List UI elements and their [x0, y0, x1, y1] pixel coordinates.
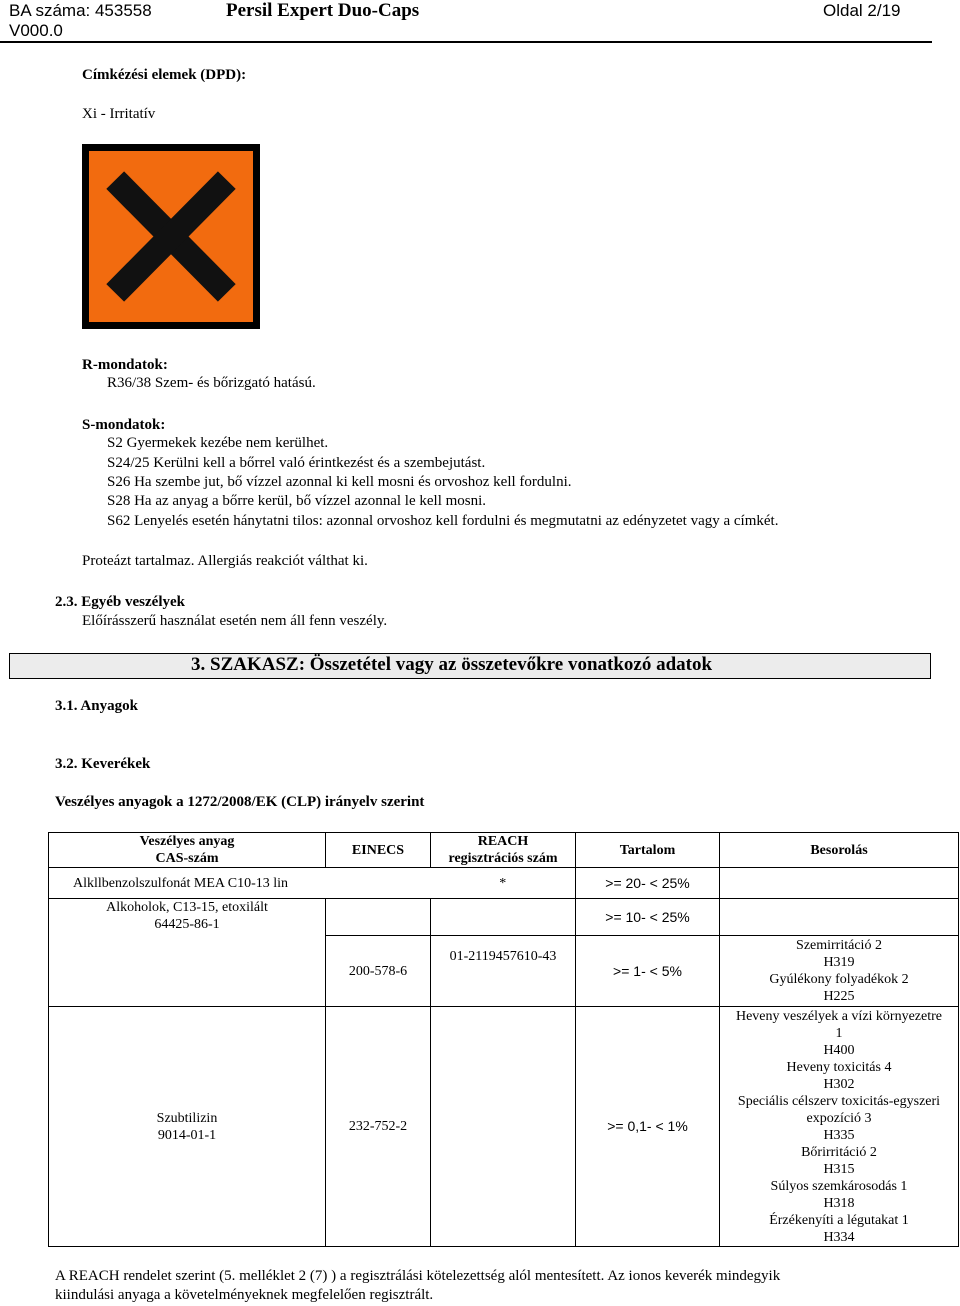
classification-cell — [720, 899, 959, 936]
s-phrase: S24/25 Kerülni kell a bőrrel való érintkezést és a szembejutást. — [107, 455, 486, 471]
mixtures-heading: 3.2. Keverékek — [55, 756, 151, 772]
version: V000.0 — [9, 21, 63, 40]
reach-number: 01-2119457610-43 — [431, 936, 576, 1007]
classification-cell: Heveny veszélyek a vízi környezetre 1 H400 Heveny toxicitás 4 H302 Speciális célszerv toxicitás-egyszeri expozíció 3 H335 Bőrirritáció 2 H315 Súlyos szemkárosodás 1 H318 Érzékenyíti a légutakat 1 H334 — [720, 1007, 959, 1247]
table-row — [49, 868, 959, 899]
substance-name: Alkllbenzolszulfonát MEA C10-13 lin — [49, 868, 431, 899]
substances-heading: 3.1. Anyagok — [55, 698, 138, 714]
content-range: >= 20- < 25% — [576, 868, 720, 899]
other-hazards-text: Előírásszerű használat esetén nem áll fenn veszély. — [82, 613, 388, 629]
r-phrases-title: R-mondatok: — [82, 357, 168, 373]
header-rule — [0, 41, 932, 43]
table-header-row — [49, 833, 959, 868]
other-hazards-title: 2.3. Egyéb veszélyek — [55, 594, 185, 610]
xi-irritant-icon — [82, 144, 260, 329]
s-phrase: S2 Gyermekek kezébe nem kerülhet. — [107, 435, 329, 451]
labelling-title: Címkézési elemek (DPD): — [82, 67, 247, 83]
product-name: Persil Expert Duo-Caps — [226, 0, 420, 21]
page-number: Oldal 2/19 — [823, 1, 901, 20]
s-phrase: S26 Ha szembe jut, bő vízzel azonnal ki kell mosni és orvoshoz kell fordulni. — [107, 474, 572, 490]
header-substance: Veszélyes anyag CAS-szám — [49, 833, 326, 868]
protein-note: Proteázt tartalmaz. Allergiás reakciót válthat ki. — [82, 553, 368, 569]
clp-title: Veszélyes anyagok a 1272/2008/EK (CLP) irányelv szerint — [55, 794, 425, 810]
s-phrase: S62 Lenyelés esetén hánytatni tilos: azonnal orvoshoz kell fordulni és megmutatni az edényzetet vagy a címkét. — [107, 513, 779, 529]
substance-name: Szubtilizin 9014-01-1 — [49, 1007, 326, 1247]
footer-note-line1: A REACH rendelet szerint (5. melléklet 2 (7) ) a regisztrálási kötelezettség alól mentesített. Az ionos keverék mindegyik — [55, 1268, 781, 1284]
content-range: >= 0,1- < 1% — [576, 1007, 720, 1247]
table-row — [49, 899, 959, 936]
s-phrases-title: S-mondatok: — [82, 417, 166, 433]
content-range: >= 1- < 5% — [576, 936, 720, 1007]
hazard-symbol-label: Xi - Irritatív — [82, 106, 156, 122]
einecs-number: 200-578-6 — [326, 936, 431, 1007]
section-3-title: 3. SZAKASZ: Összetétel vagy az összetevőkre vonatkozó adatok — [191, 654, 713, 675]
reach-number: * — [431, 868, 576, 899]
ba-number: BA száma: 453558 — [9, 1, 152, 20]
einecs-number — [326, 899, 431, 936]
section-3-banner — [9, 653, 931, 679]
reach-number — [431, 899, 576, 936]
classification-cell — [720, 868, 959, 899]
header-classification: Besorolás — [720, 833, 959, 868]
classification-cell: Szemirritáció 2 H319 Gyúlékony folyadékok 2 H225 — [720, 936, 959, 1007]
header-reach: REACH regisztrációs szám — [431, 833, 576, 868]
footer-note-line2: kiindulási anyaga a követelményeknek megfelelően regisztrált. — [55, 1287, 434, 1303]
s-phrase: S28 Ha az anyag a bőrre kerül, bő vízzel azonnal le kell mosni. — [107, 493, 487, 509]
einecs-number: 232-752-2 — [326, 1007, 431, 1247]
header-content: Tartalom — [576, 833, 720, 868]
composition-table — [48, 832, 959, 1247]
content-range: >= 10- < 25% — [576, 899, 720, 936]
substance-name: Alkoholok, C13-15, etoxilált 64425-86-1 — [49, 899, 326, 1007]
header-einecs: EINECS — [326, 833, 431, 868]
reach-number — [431, 1007, 576, 1247]
table-row — [49, 1007, 959, 1247]
r-phrase: R36/38 Szem- és bőrizgató hatású. — [107, 375, 316, 391]
